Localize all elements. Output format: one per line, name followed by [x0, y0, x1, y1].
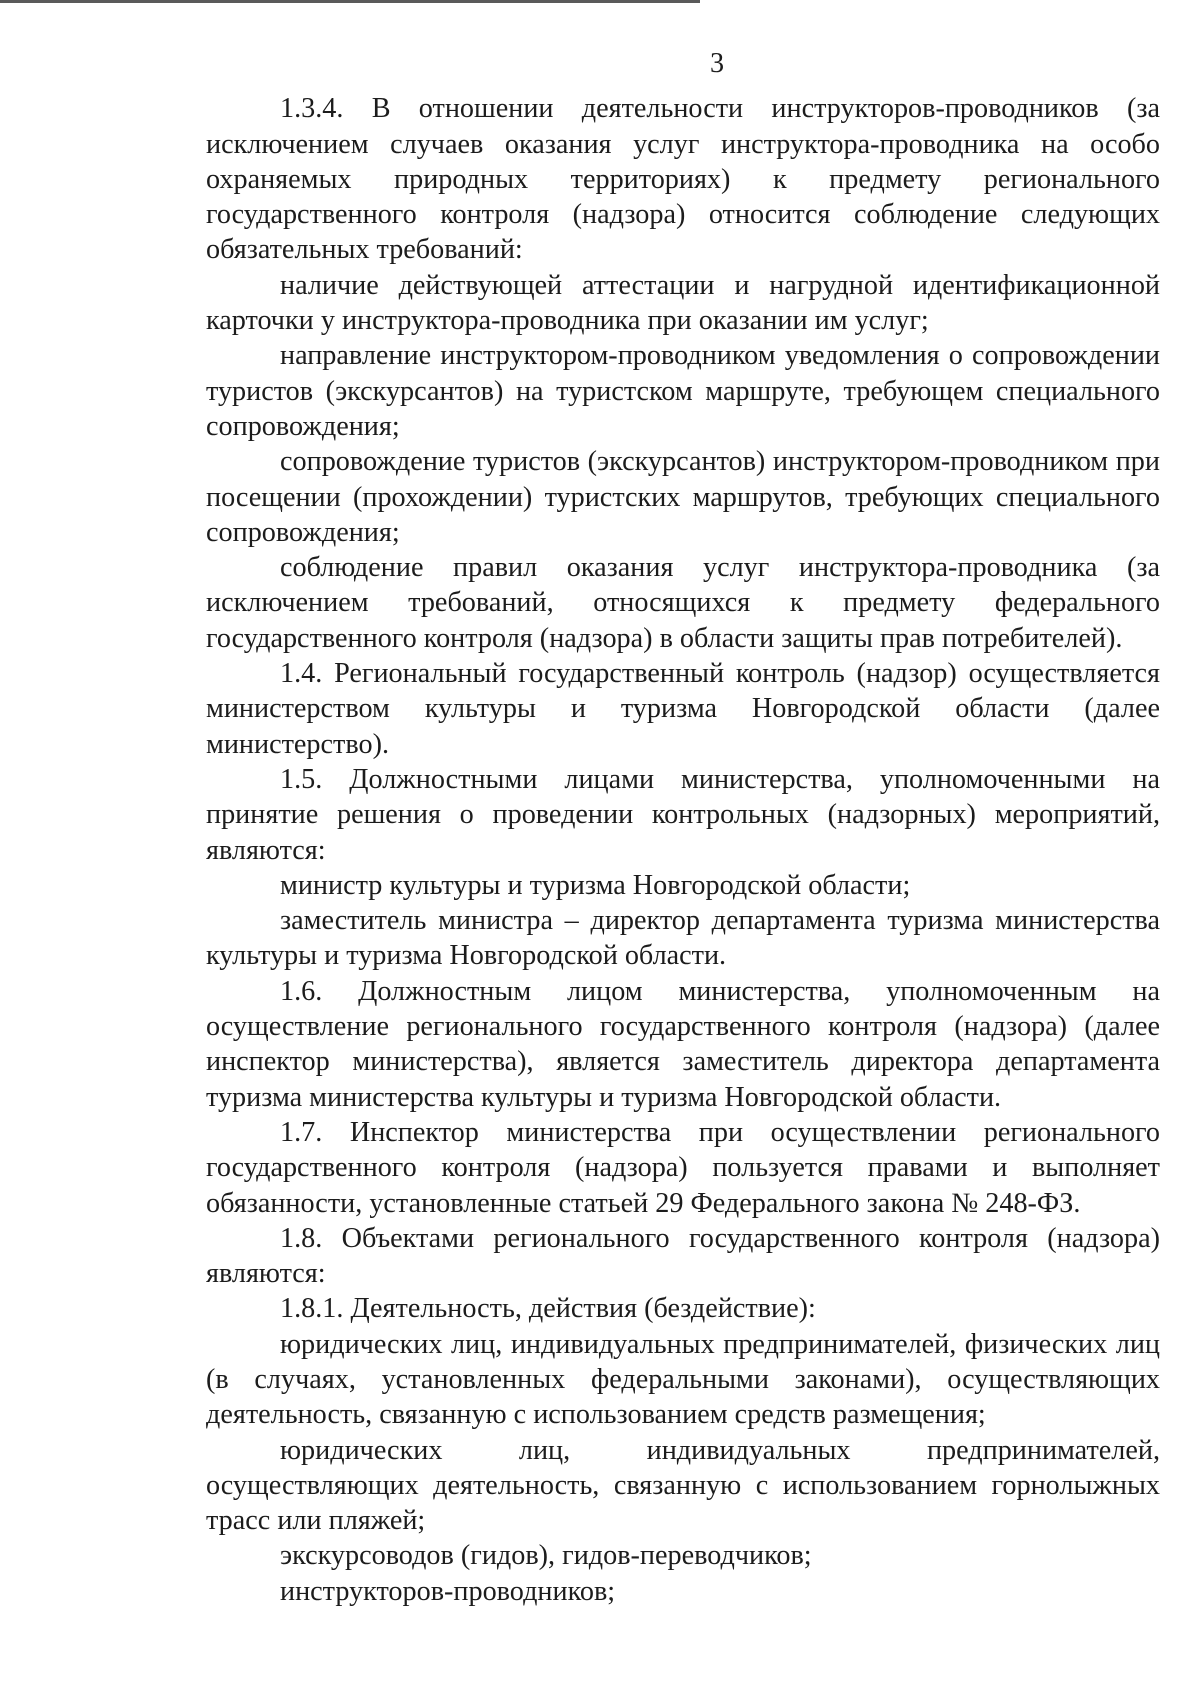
paragraph-instructors: инструкторов-проводников; [280, 1575, 616, 1607]
page-number: 3 [709, 48, 725, 79]
paragraph-1-3-4: 1.3.4. В отношении деятельности инструкторов-проводников (за исключением случаев оказания услуг инструктора-проводника на особо охраняемых природных территориях) к предмету регионального государственного контроля (надзора) относится соблюдение следующих обязательных требований: [206, 93, 1160, 266]
paragraph-rules: соблюдение правил оказания услуг инструктора-проводника (за исключением требований, относящихся к предмету федерального государственного контроля (надзора) в области защиты прав потребителей). [206, 552, 1160, 654]
paragraph-1-7: 1.7. Инспектор министерства при осуществлении регионального государственного контроля (надзора) пользуется правами и выполняет обязанности, установленные статьей 29 Федерального закона № 248-ФЗ. [206, 1116, 1160, 1219]
paragraph-escort: сопровождение туристов (экскурсантов) инструктором-проводником при посещении (прохождении) туристских маршрутов, требующих специального сопровождения; [206, 446, 1160, 548]
paragraph-accommodation: юридических лиц, индивидуальных предпринимателей, физических лиц (в случаях, установленных федеральными законами), осуществляющих деятельность, связанную с использованием средств размещения; [206, 1328, 1160, 1431]
scan-edge-line [0, 0, 700, 3]
paragraph-1-5: 1.5. Должностными лицами министерства, уполномоченными на принятие решения о проведении контрольных (надзорных) мероприятий, являются: [206, 763, 1160, 866]
paragraph-1-6: 1.6. Должностным лицом министерства, уполномоченным на осуществление регионального государственного контроля (надзора) (далее инспектор министерства), является заместитель директора департамента туризма министерства культуры и туризма Новгородской области. [206, 975, 1160, 1113]
paragraph-ski-beaches: юридических лиц, индивидуальных предпринимателей, осуществляющих деятельность, связанную с использованием горнолыжных трасс или пляжей; [206, 1434, 1160, 1537]
paragraph-guides: экскурсоводов (гидов), гидов-переводчиков; [280, 1540, 812, 1572]
paragraph-1-8-1: 1.8.1. Деятельность, действия (бездействие): [280, 1293, 816, 1325]
paragraph-1-8: 1.8. Объектами регионального государственного контроля (надзора) являются: [206, 1222, 1160, 1290]
paragraph-notification: направление инструктором-проводником уведомления о сопровождении туристов (экскурсантов) на туристском маршруте, требующем специального сопровождения; [206, 340, 1160, 442]
document-page [206, 46, 1160, 1609]
paragraph-minister: министр культуры и туризма Новгородской области; [280, 869, 911, 901]
paragraph-attestation: наличие действующей аттестации и нагрудной идентификационной карточки у инструктора-проводника при оказании им услуг; [206, 269, 1160, 337]
paragraph-1-4: 1.4. Региональный государственный контроль (надзор) осуществляется министерством культуры и туризма Новгородской области (далее министерство). [206, 658, 1160, 760]
paragraph-deputy-minister: заместитель министра – директор департамента туризма министерства культуры и туризма Новгородской области. [206, 905, 1160, 972]
